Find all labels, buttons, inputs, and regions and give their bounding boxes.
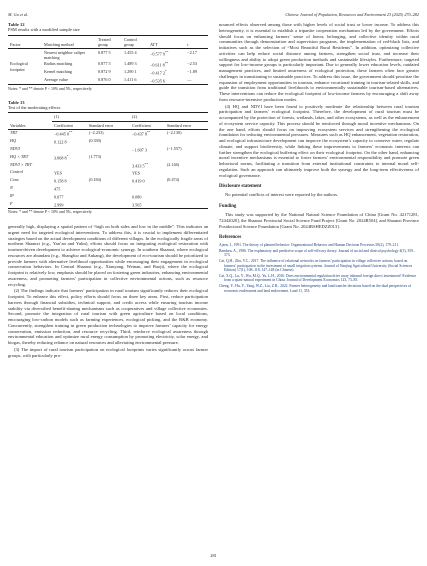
- table-cell: [165, 177, 208, 185]
- att-value: −0.535 6: [150, 78, 165, 84]
- variable-name: Cons: [10, 177, 19, 183]
- table-row: [8, 129, 208, 137]
- att-value: −0.577 9: [150, 51, 165, 57]
- table-cell: [52, 138, 87, 146]
- table-13: [8, 100, 208, 216]
- table-cell: [8, 184, 52, 192]
- table-cell: [130, 192, 165, 200]
- running-head-authors: M. Gu et al.: [8, 11, 29, 17]
- table-cell: [165, 184, 208, 192]
- coefficient: 0.122 8: [54, 139, 67, 145]
- reference-item[interactable]: Cheng, Y., Hu, Y., Yang, W.Z., Liu, Z.R., 2022. Farmer heterogeneity and land transfer decisions based on the dual perspectives of economic endowment and land endowment. Land 11, 353.: [219, 284, 412, 293]
- table-cell: 0.877 5: [98, 61, 111, 67]
- variable-name: R²: [10, 192, 14, 198]
- table-cell: [165, 129, 208, 137]
- variable-name: HQ: [10, 138, 17, 144]
- table-cell: [8, 129, 52, 137]
- table-cell: [87, 161, 130, 169]
- table-cell: [87, 192, 130, 200]
- table-header-cell: Standard error: [87, 121, 130, 129]
- coefficient: 0.077: [54, 194, 64, 200]
- paragraph: (3) The impact of rural tourism participation on ecological footprints varies significantly across farmer groups, with particularly pro-: [8, 346, 208, 358]
- table-cell: [52, 153, 87, 161]
- significance-mark: *: [66, 153, 69, 158]
- table-cell: —: [187, 76, 192, 82]
- reference-item[interactable]: Cai, X.Q., Lu, Y., Wu, M.Q., Yu, L.H., 2016. Does environmental regulation drive away inbound foreign direct investment? Evidence from a quasi-natural experiment in China. Journal of Development Economics 123, 73–85.: [219, 273, 417, 283]
- table-cell: 1.411 6: [124, 76, 137, 82]
- variable-name: NDVI: [10, 146, 20, 152]
- variable-name: HQ × TRT: [10, 153, 29, 159]
- table-cell: [8, 161, 52, 169]
- paragraph: (2) The findings indicate that farmers’ participation in rural tourism significantly reduces their ecological footprint. To enhance this effect, policy efforts should focus on three key areas. First, reduce participation barriers through financial subsidies, technical support, and credit access while ensuring tourism income stability via diversified benefit-sharing mechanisms such as cooperatives and village collective economies. Second, promote the integration of rural tourism with green agriculture based on local conditions, encouraging low-carbon models such as farming experiences, ecological picking, and the B&B economy. Concurrently, strengthen training in green production technologies to improve farmers’ capacity for energy conservation, emission reduction, and resource recycling. Third, reinforce ecological awareness through environmental education and optimize rural energy consumption by promoting electricity, solar energy, and biogas, thereby reducing reliance on natural resources and alleviating environmental pressure.: [8, 288, 208, 346]
- table-cell: [130, 177, 165, 185]
- table-12-notes: Notes: * and ** denote P < 10% and 5%, respectively.: [8, 86, 93, 91]
- table-header-cell: Control group: [122, 35, 148, 48]
- coefficient: YES: [54, 170, 62, 176]
- table-13-subtitle: Test of the moderating effects: [8, 105, 61, 111]
- table-cell: [148, 69, 185, 77]
- table-cell: [8, 177, 52, 185]
- table-cell: 1.290 1: [124, 69, 137, 75]
- reference-item[interactable]: Ajzen, I., 1991. The theory of planned behavior. Organizational Behavior and Human Decision Processes 50(2), 179–211.: [219, 243, 399, 248]
- table-cell: Kernel matching: [44, 69, 73, 75]
- table-cell: [52, 192, 87, 200]
- table-header-cell: Variables: [8, 121, 52, 129]
- table-cell: −2.17: [187, 49, 197, 55]
- paragraph: nounced effects observed among those with higher levels of social trust or lower income. To address this heterogeneity, it is essential to establish a tripartite cooperation mechanism led by the government. Efforts should focus on enhancing farmers’ sense of honor, belonging, and collective identity within rural communities through demonstration and supervision programs, the implementation of red-black lists, and initiatives such as the selection of “Most Beautiful Rural Residents”. In addition, optimizing collective activities can help reduce social distance among farmers, strengthen social trust, and increase their willingness and ability to adopt green production methods and sustainable lifestyles. Furthermore, targeted support for low-income groups is particularly important. Due to generally lower education levels, outdated management practices, and limited awareness of ecological protection, these farmers often face greater challenges in transitioning to sustainable practices. To address this issue, the government should prioritize the expansion of employment opportunities in tourism, enhance vocational training in tourism-related skills, and guide the transition from traditional livelihoods to environmentally sustainable tourism-based alternatives. These interventions can reduce the ecological footprint of low-income farmers by encouraging a shift away from resource-intensive production modes.: [219, 22, 419, 102]
- standard-error: (−1.557): [166, 146, 182, 152]
- disclosure-text: No potential conflicts of interest were reported by the authors.: [225, 192, 339, 198]
- standard-error: (−2.130): [166, 130, 182, 136]
- table-header-cell: Factor: [8, 35, 42, 48]
- table-header-cell: Matching method: [42, 35, 96, 48]
- table-cell: [87, 177, 130, 185]
- table-cell: 1.489 3: [124, 61, 137, 67]
- table-cell: [87, 129, 130, 137]
- table-cell: [52, 169, 87, 177]
- table-13-notes: Notes: * and ** denote P < 10% and 5%, respectively.: [8, 210, 93, 215]
- table-row: [8, 153, 208, 161]
- coefficient: 475: [54, 186, 61, 192]
- left-body-text: [8, 224, 208, 358]
- table-cell: [52, 177, 87, 185]
- table-cell: Radius matching: [44, 61, 73, 67]
- table-cell: [87, 200, 130, 208]
- table-cell: [130, 153, 165, 161]
- significance-mark: **: [146, 130, 151, 135]
- variable-name: NDVI × TRT: [10, 161, 32, 167]
- table-cell: [165, 192, 208, 200]
- table-cell: [8, 138, 52, 146]
- table-cell: [165, 145, 208, 153]
- reference-item[interactable]: Bandura, A., 1986. The explanatory and predictive scope of self-efficacy theory. Journal of social and clinical psychology 4(3), 359–373.: [219, 248, 415, 258]
- table-cell: [130, 161, 165, 169]
- table-cell: [148, 49, 185, 61]
- significance-mark: **: [164, 61, 169, 66]
- table-row: [8, 192, 208, 200]
- table-cell: [165, 153, 208, 161]
- table-cell: −2.53: [187, 61, 197, 67]
- table-row: [8, 138, 208, 146]
- coefficient: YES: [131, 170, 140, 176]
- running-head: [8, 10, 419, 18]
- table-cell: [52, 200, 87, 208]
- table-row: [8, 145, 208, 153]
- model-header: (2): [130, 113, 208, 121]
- variable-name: Control: [10, 169, 23, 175]
- table-cell: [130, 184, 165, 192]
- table-header-cell: Coefficient: [52, 121, 87, 129]
- table-12-caption: Table 12: [8, 22, 25, 27]
- table-cell: [165, 138, 208, 146]
- table-cell: [52, 145, 87, 153]
- standard-error: (2.146): [166, 161, 180, 167]
- coefficient: −1.607 3: [131, 147, 147, 153]
- table-cell: [52, 129, 87, 137]
- table-cell: [87, 153, 130, 161]
- standard-error: (0.330): [88, 138, 102, 144]
- right-body-text: [219, 22, 419, 178]
- funding-heading: Funding: [219, 204, 237, 209]
- disclosure-heading: Disclosure statement: [219, 184, 262, 190]
- significance-mark: **: [164, 49, 169, 54]
- coefficient: −0.437 8: [131, 131, 147, 137]
- table-cell: [87, 184, 130, 192]
- table-cell: 1.455 4: [124, 49, 137, 55]
- table-header-cell: ATT: [148, 35, 185, 48]
- table-header-cell: t: [185, 35, 208, 48]
- table-row: [8, 200, 208, 208]
- table-cell: [130, 129, 165, 137]
- table-cell: [130, 138, 165, 146]
- table-cell: [130, 200, 165, 208]
- table-cell: 0.877 5: [98, 49, 111, 55]
- table-cell: [130, 169, 165, 177]
- table-cell: [87, 169, 130, 177]
- coefficient: 0.158 8: [54, 178, 67, 184]
- table-12: [8, 22, 208, 92]
- table-cell-factor: Ecological footprint: [10, 61, 28, 72]
- coefficient: 2.999: [54, 201, 64, 207]
- table-cell: [165, 200, 208, 208]
- paragraph: (4) HQ and NDVI have been found to positively moderate the relationship between rural tourism participation and farmers’ ecological footprint. Therefore, the development of rural tourism must be accompanied by the protection of forests, wetlands, lakes, and other ecosystems, as well as the enhancement of ecosystem service capacity. This process should be reinforced through moral incentive mechanisms. On the one hand, efforts should focus on improving ecosystem services and strengthening the ecological foundation for reducing environmental pressures. Measures such as HQ enhancement, vegetation restoration, and ecological infrastructure development can improve the ecosystem’s capacity to conserve water, regulate climate, and support biodiversity, while linking these improvements to farmers’ economic interests can further strengthen the ecological buffering effect on their ecological footprint. On the other hand, enhancing moral incentive mechanisms is essential to foster farmers’ environmental responsibility and promote green behavioral norms, facilitating a transition from external institutional constraints to internal moral self-regulation. Such an approach can ultimately improve both the synergy and the long-term effectiveness of ecological governance.: [219, 103, 419, 178]
- standard-error: (0.474): [166, 177, 180, 183]
- coefficient: 3.433 5: [131, 162, 145, 168]
- page-number: 281: [210, 553, 217, 558]
- table-header-cell: Standard error: [165, 121, 208, 129]
- significance-mark: **: [68, 130, 73, 135]
- table-cell: Nearest neighbor caliper matching: [44, 49, 86, 61]
- att-value: −0.417 2: [150, 70, 165, 76]
- model-header: (1): [52, 113, 130, 121]
- table-cell: [130, 145, 165, 153]
- table-cell: 0.872 9: [98, 69, 111, 75]
- table-cell: [8, 153, 52, 161]
- table-header-cell: Treated group: [96, 35, 122, 48]
- table-cell: 0.876 0: [98, 76, 111, 82]
- table-cell: −1.89: [187, 69, 197, 75]
- table-cell: [148, 61, 185, 69]
- coefficient: −0.445 0: [54, 131, 69, 137]
- standard-error: (0.184): [88, 177, 102, 183]
- table-cell: Average value: [44, 76, 68, 82]
- coefficient: 0.080: [131, 194, 142, 200]
- running-head-journal: Chinese Journal of Population, Resources and Environment 23 (2025) 270–282: [285, 11, 419, 17]
- table-cell: [52, 184, 87, 192]
- significance-mark: *: [164, 69, 167, 74]
- table-cell: [165, 161, 208, 169]
- table-12-subtitle: PSM results with a modified sample size: [8, 27, 80, 33]
- references-heading: References: [219, 235, 242, 241]
- table-cell: [8, 192, 52, 200]
- funding-text: This study was supported by the National Natural Science Foundation of China [Grant No. 42171281, 72442020], the Shaanxi Provincial Social Science Fund Project [Grant No. 2024R504], and Shaanxi Province Postdoctoral Science Foundation [Grant No. 2024BSHEDZZ013].: [219, 212, 419, 229]
- table-12-grid: [8, 35, 208, 85]
- left-column: [8, 22, 208, 359]
- standard-error: (−2.233): [88, 130, 104, 136]
- table-cell: [8, 169, 52, 177]
- table-cell: [148, 76, 185, 84]
- table-row: [8, 177, 208, 185]
- table-cell: [165, 169, 208, 177]
- table-row: [8, 184, 208, 192]
- coefficient: 0.419 0: [131, 178, 145, 184]
- right-column: [219, 22, 419, 294]
- paragraph: generally high, displaying a spatial pattern of “high on both sides and low in the middle”. This indicates an urgent need for targeted ecological interventions. To address this, it is crucial to implement differentiated strategies based on the actual development conditions of different villages. In the ecologically fragile areas of northern Shaanxi (e.g., Yan’an and Yulin), efforts should focus on integrating ecological restoration with tourism-driven development to achieve ecological-economic synergy. In southern Shaanxi, where ecological resources are abundant (e.g., Shangluo and Ankang), the development of eco-tourism should be prioritized to provide farmers with alternative livelihood opportunities while encouraging their engagement in ecological conservation behaviors. In Central Shaanxi (e.g., Xianyang, Weinan, and Baoji), where the ecological footprint is relatively low, emphasis should be placed on fostering green industries, enhancing environmental awareness, and promoting farmers’ participation in collective environmental actions, such as resource recycling.: [8, 224, 208, 287]
- significance-mark: **: [144, 161, 149, 166]
- table-cell: [8, 145, 52, 153]
- coefficient: 3.068 8: [54, 155, 67, 161]
- variable-name: N: [10, 184, 13, 190]
- table-row: [8, 161, 208, 169]
- att-value: −0.611 8: [150, 62, 165, 68]
- variable-name: F: [10, 200, 13, 206]
- coefficient: 3.565: [131, 201, 142, 207]
- variable-name: TRT: [10, 130, 18, 136]
- standard-error: (1.773): [88, 153, 102, 159]
- table-row: [8, 49, 208, 61]
- table-cell: [87, 145, 130, 153]
- table-row: [8, 169, 208, 177]
- reference-list: [219, 243, 419, 293]
- table-13-caption: Table 13: [8, 99, 25, 105]
- table-13-grid: [8, 112, 208, 208]
- table-cell: [87, 138, 130, 146]
- table-cell: [8, 200, 52, 208]
- table-header-cell: Coefficient: [130, 121, 165, 129]
- table-cell: [52, 161, 87, 169]
- reference-item[interactable]: Cai, Q.H., Zhu, Y.C., 2017. The influence of relational networks on farmers’ participation in village collective actions: based on farmers’ participation in the investment of small irrigation systems. Journal of Nanjing Agricultural University (Social Sciences Edition) 17(1), 108–118, 147–148 (in Chinese).: [219, 259, 413, 273]
